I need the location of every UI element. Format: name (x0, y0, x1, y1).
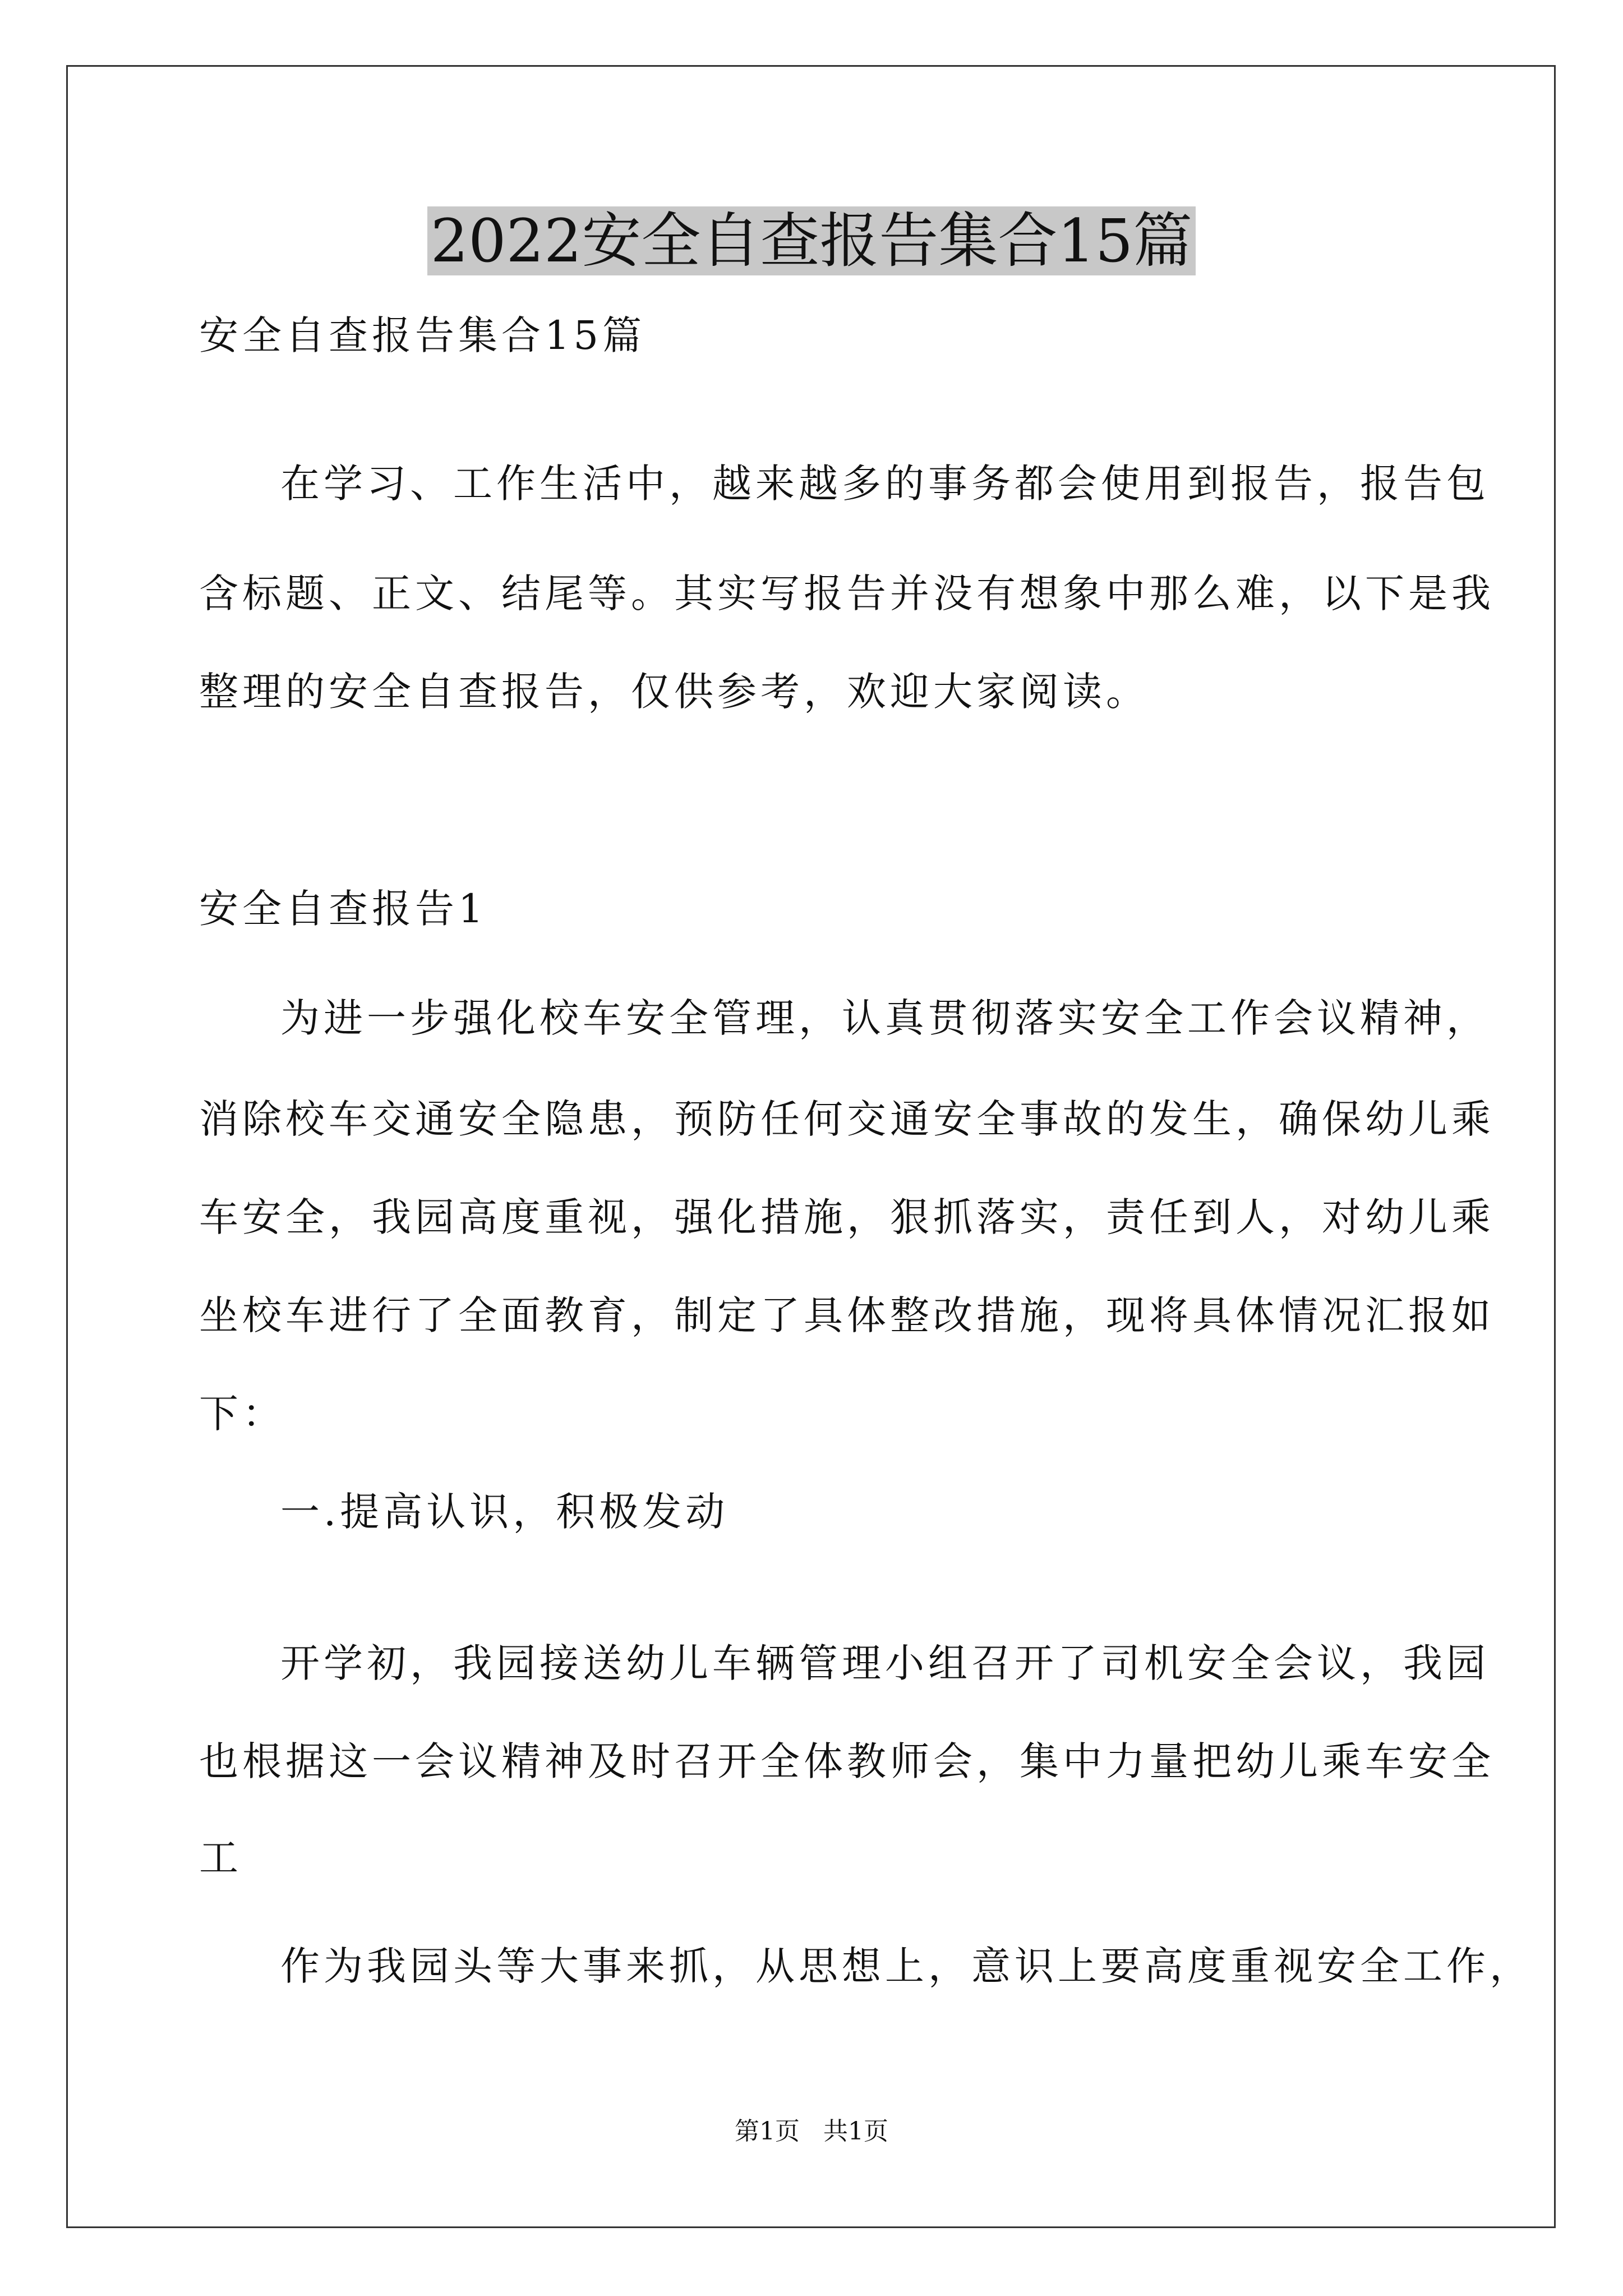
subtitle-line: 安全自查报告集合15篇 (199, 312, 646, 358)
subheading-line: 一.提高认识，积极发动 (280, 1489, 729, 1535)
paragraph-line: 为进一步强化校车安全管理，认真贯彻落实安全工作会议精神， (280, 995, 1490, 1041)
paragraph-line: 工 (199, 1835, 242, 1881)
paragraph-line: 也根据这一会议精神及时召开全体教师会，集中力量把幼儿乘车安全 (199, 1738, 1495, 1784)
paragraph-line: 整理的安全自查报告，仅供参考，欢迎大家阅读。 (199, 669, 1149, 715)
paragraph-line: 在学习、工作生活中，越来越多的事务都会使用到报告，报告包 (280, 461, 1490, 507)
document-title-text: 2022安全自查报告集合15篇 (427, 206, 1196, 275)
page-footer: 第1页 共1页 (735, 2117, 888, 2146)
paragraph-line: 下： (199, 1391, 285, 1437)
paragraph-line: 消除校车交通安全隐患，预防任何交通安全事故的发生，确保幼儿乘 (199, 1096, 1495, 1142)
paragraph-line: 坐校车进行了全面教育，制定了具体整改措施，现将具体情况汇报如 (199, 1292, 1495, 1338)
paragraph-line: 车安全，我园高度重视，强化措施，狠抓落实，责任到人，对幼儿乘 (199, 1194, 1495, 1240)
paragraph-line: 含标题、正文、结尾等。其实写报告并没有想象中那么难，以下是我 (199, 570, 1495, 616)
section-heading: 安全自查报告1 (199, 886, 487, 932)
document-title (0, 199, 1623, 283)
paragraph-line: 开学初，我园接送幼儿车辆管理小组召开了司机安全会议，我园 (280, 1640, 1490, 1686)
paragraph-line: 作为我园头等大事来抓，从思想上，意识上要高度重视安全工作， (280, 1943, 1533, 1989)
